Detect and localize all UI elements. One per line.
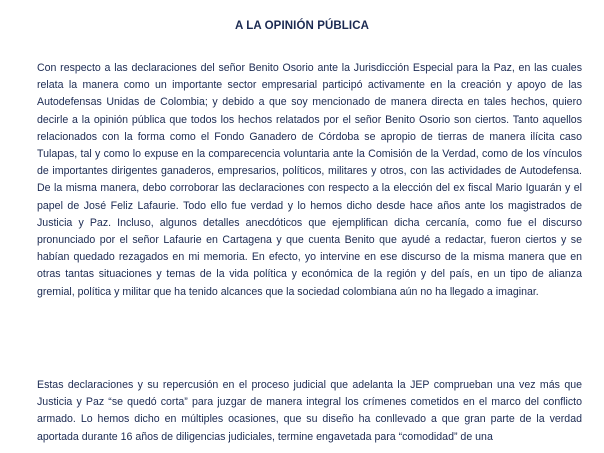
document-title: A LA OPINIÓN PÚBLICA bbox=[234, 20, 370, 32]
paragraph-2: Estas declaraciones y su repercusión en el proceso judicial que adelanta la JEP comprueban una vez más que Justicia y Paz “se quedó corta” para juzgar de manera integral los crímenes cometidos en el marco del conflicto armado. Lo hemos dicho en múltiples ocasiones, que su diseño ha conllevado a que gran parte de la verdad aportada durante 16 años de diligencias judiciales, termine engavetada para “comodidad” de una bbox=[37, 379, 582, 443]
paragraph-1: Con respecto a las declaraciones del señor Benito Osorio ante la Jurisdicción Especial para la Paz, en las cuales relata la manera como un importante sector empresarial participó activamente en la creación y apoyo de las Autodefensas Unidas de Colombia; y debido a que soy mencionado de manera directa en tales hechos, quiero decirle a la opinión pública que todos los hechos relatados por el señor Benito Osorio son ciertos. Tanto aquellos relacionados con la forma como el Fondo Ganadero de Córdoba se apropio de tierras de manera ilícita caso Tulapas, tal y como lo expuse en la comparecencia voluntaria ante la Comisión de la Verdad, como de los vínculos de importantes dirigentes ganaderos, empresarios, políticos, militares y otros, con las actividades de Autodefensa. De la misma manera, debo corroborar las declaraciones con respecto a la elección del ex fiscal Mario Iguarán y el papel de José Feliz Lafaurie. Todo ello fue verdad y lo hemos dicho desde hace años ante los magistrados de Justicia y Paz. Incluso, algunos detalles anecdóticos que ejemplifican dicha cercanía, como fue el discurso pronunciado por el señor Lafaurie en Cartagena y que cuenta Benito que ayudé a redactar, fueron ciertos y se habían quedado rezagados en mi memoria. En efecto, yo intervine en ese discurso de la misma manera que en otras tantas situaciones y temas de la vida política y económica de la región y del país, en un tipo de alianza gremial, política y militar que ha tenido alcances que la sociedad colombiana aún no ha llegado a imaginar. bbox=[37, 62, 582, 298]
